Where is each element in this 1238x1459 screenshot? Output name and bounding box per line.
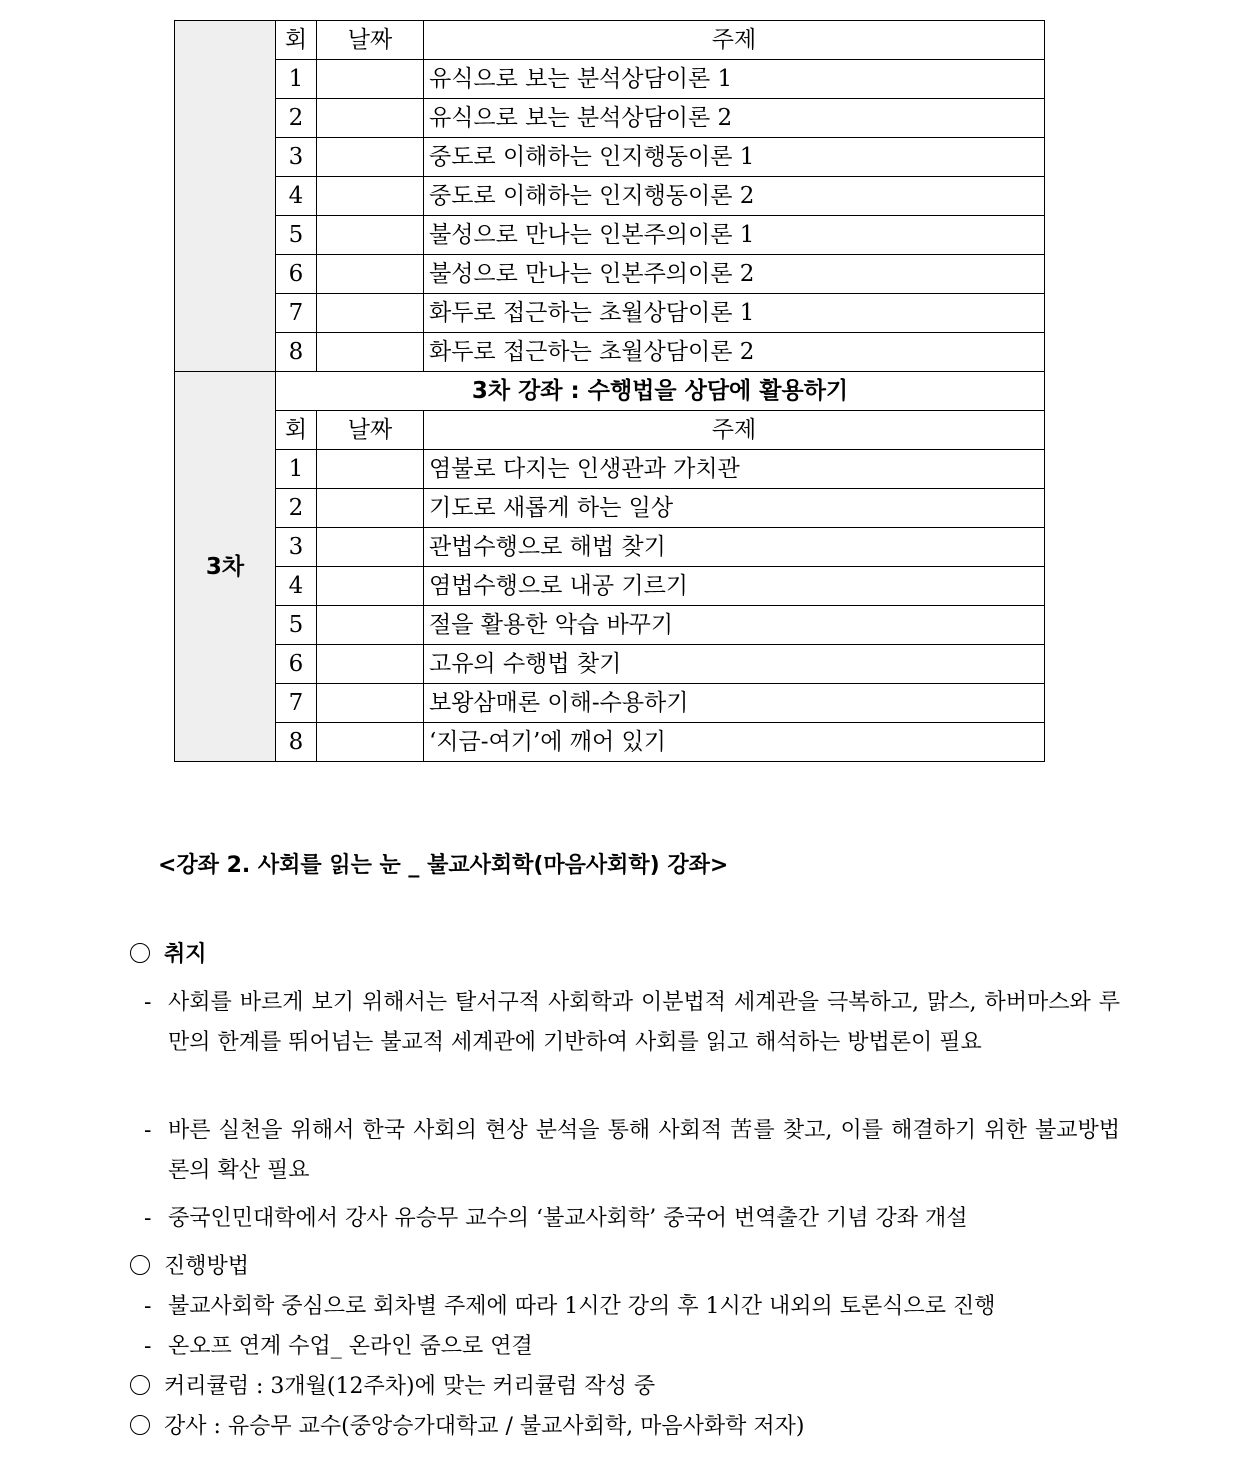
- table-row: [175, 489, 1045, 528]
- row-num: 7: [276, 684, 317, 723]
- table-row: [175, 528, 1045, 567]
- row-num: 8: [276, 723, 317, 762]
- row-topic: 유식으로 보는 분석상담이론 2: [424, 99, 1045, 138]
- row-num: 2: [276, 99, 317, 138]
- table-row: [175, 645, 1045, 684]
- row-date: [317, 333, 424, 372]
- row-num: 7: [276, 294, 317, 333]
- row-num: 4: [276, 567, 317, 606]
- row-num: 6: [276, 645, 317, 684]
- row-topic: 화두로 접근하는 초월상담이론 2: [424, 333, 1045, 372]
- row-num: 3: [276, 138, 317, 177]
- row-num: 1: [276, 60, 317, 99]
- row-topic: 관법수행으로 해법 찾기: [424, 528, 1045, 567]
- row-date: [317, 567, 424, 606]
- purpose-heading: 취지: [164, 942, 207, 967]
- header-topic: 주제: [424, 411, 1045, 450]
- row-date: [317, 489, 424, 528]
- header-date: 날짜: [317, 411, 424, 450]
- row-num: 5: [276, 216, 317, 255]
- table-row: [175, 723, 1045, 762]
- row-date: [317, 450, 424, 489]
- row-date: [317, 138, 424, 177]
- header-num: 회: [276, 411, 317, 450]
- purpose-item: - 사회를 바르게 보기 위해서는 탈서구적 사회학과 이분법적 세계관을 극복하고, 맑스, 하버마스와 루만의 한계를 뛰어넘는 불교적 세계관에 기반하여 사회를 읽고 해석하는 방법론이 필요: [144, 990, 1120, 1055]
- circle-bullet-icon: [130, 1255, 150, 1275]
- purpose-item: - 중국인민대학에서 강사 유승무 교수의 ‘불교사회학’ 중국어 번역출간 기념 강좌 개설: [144, 1206, 968, 1231]
- row-date: [317, 723, 424, 762]
- instructor-text: 강사 : 유승무 교수(중앙승가대학교 / 불교사회학, 마음사화학 저자): [164, 1414, 805, 1439]
- row-date: [317, 606, 424, 645]
- phase-3-title: 3차 강좌 : 수행법을 상담에 활용하기: [276, 372, 1045, 411]
- row-topic: ‘지금-여기’에 깨어 있기: [424, 723, 1045, 762]
- row-date: [317, 255, 424, 294]
- row-topic: 염법수행으로 내공 기르기: [424, 567, 1045, 606]
- row-num: 1: [276, 450, 317, 489]
- row-num: 2: [276, 489, 317, 528]
- row-date: [317, 60, 424, 99]
- phase-3-title-row: [175, 372, 1045, 411]
- header-topic: 주제: [424, 21, 1045, 60]
- curriculum-text: 커리큘럼 : 3개월(12주차)에 맞는 커리큘럼 작성 중: [164, 1374, 656, 1399]
- row-date: [317, 528, 424, 567]
- circle-bullet-icon: [130, 943, 150, 963]
- method-heading: 진행방법: [164, 1254, 250, 1279]
- table-row: [175, 333, 1045, 372]
- table-header-row: [175, 411, 1045, 450]
- row-date: [317, 216, 424, 255]
- row-topic: 절을 활용한 악습 바꾸기: [424, 606, 1045, 645]
- table-row: [175, 294, 1045, 333]
- purpose-item: - 바른 실천을 위해서 한국 사회의 현상 분석을 통해 사회적 苦를 찾고, 이를 해결하기 위한 불교방법론의 확산 필요: [144, 1118, 1120, 1183]
- table-header-row: [175, 21, 1045, 60]
- row-topic: 보왕삼매론 이해-수용하기: [424, 684, 1045, 723]
- row-num: 5: [276, 606, 317, 645]
- row-num: 4: [276, 177, 317, 216]
- row-date: [317, 99, 424, 138]
- table-row: [175, 606, 1045, 645]
- table-row: [175, 216, 1045, 255]
- row-date: [317, 177, 424, 216]
- row-topic: 중도로 이해하는 인지행동이론 1: [424, 138, 1045, 177]
- row-date: [317, 294, 424, 333]
- method-heading-line: [130, 1252, 249, 1282]
- row-num: 8: [276, 333, 317, 372]
- table-row: [175, 567, 1045, 606]
- circle-bullet-icon: [130, 1415, 150, 1435]
- phase-3-label: 3차: [175, 372, 276, 762]
- row-topic: 고유의 수행법 찾기: [424, 645, 1045, 684]
- row-topic: 불성으로 만나는 인본주의이론 2: [424, 255, 1045, 294]
- table-row: [175, 450, 1045, 489]
- header-date: 날짜: [317, 21, 424, 60]
- table-row: [175, 138, 1045, 177]
- header-num: 회: [276, 21, 317, 60]
- table-row: [175, 99, 1045, 138]
- row-num: 6: [276, 255, 317, 294]
- row-date: [317, 645, 424, 684]
- circle-bullet-icon: [130, 1375, 150, 1395]
- row-topic: 화두로 접근하는 초월상담이론 1: [424, 294, 1045, 333]
- purpose-heading-line: [130, 940, 207, 970]
- table-row: [175, 60, 1045, 99]
- lecture-2-title: <강좌 2. 사회를 읽는 눈 _ 불교사회학(마음사회학) 강좌>: [158, 853, 729, 878]
- method-item: - 불교사회학 중심으로 회차별 주제에 따라 1시간 강의 후 1시간 내외의 토론식으로 진행: [144, 1294, 996, 1319]
- row-date: [317, 684, 424, 723]
- table-row: [175, 684, 1045, 723]
- instructor-line: [130, 1412, 805, 1442]
- phase-2-cell: [175, 21, 276, 372]
- table-row: [175, 177, 1045, 216]
- row-num: 3: [276, 528, 317, 567]
- row-topic: 중도로 이해하는 인지행동이론 2: [424, 177, 1045, 216]
- row-topic: 불성으로 만나는 인본주의이론 1: [424, 216, 1045, 255]
- table-row: [175, 255, 1045, 294]
- row-topic: 유식으로 보는 분석상담이론 1: [424, 60, 1045, 99]
- row-topic: 기도로 새롭게 하는 일상: [424, 489, 1045, 528]
- lecture-schedule-table: [174, 20, 1045, 762]
- curriculum-line: [130, 1372, 655, 1402]
- row-topic: 염불로 다지는 인생관과 가치관: [424, 450, 1045, 489]
- method-item: - 온오프 연계 수업_ 온라인 줌으로 연결: [144, 1334, 533, 1359]
